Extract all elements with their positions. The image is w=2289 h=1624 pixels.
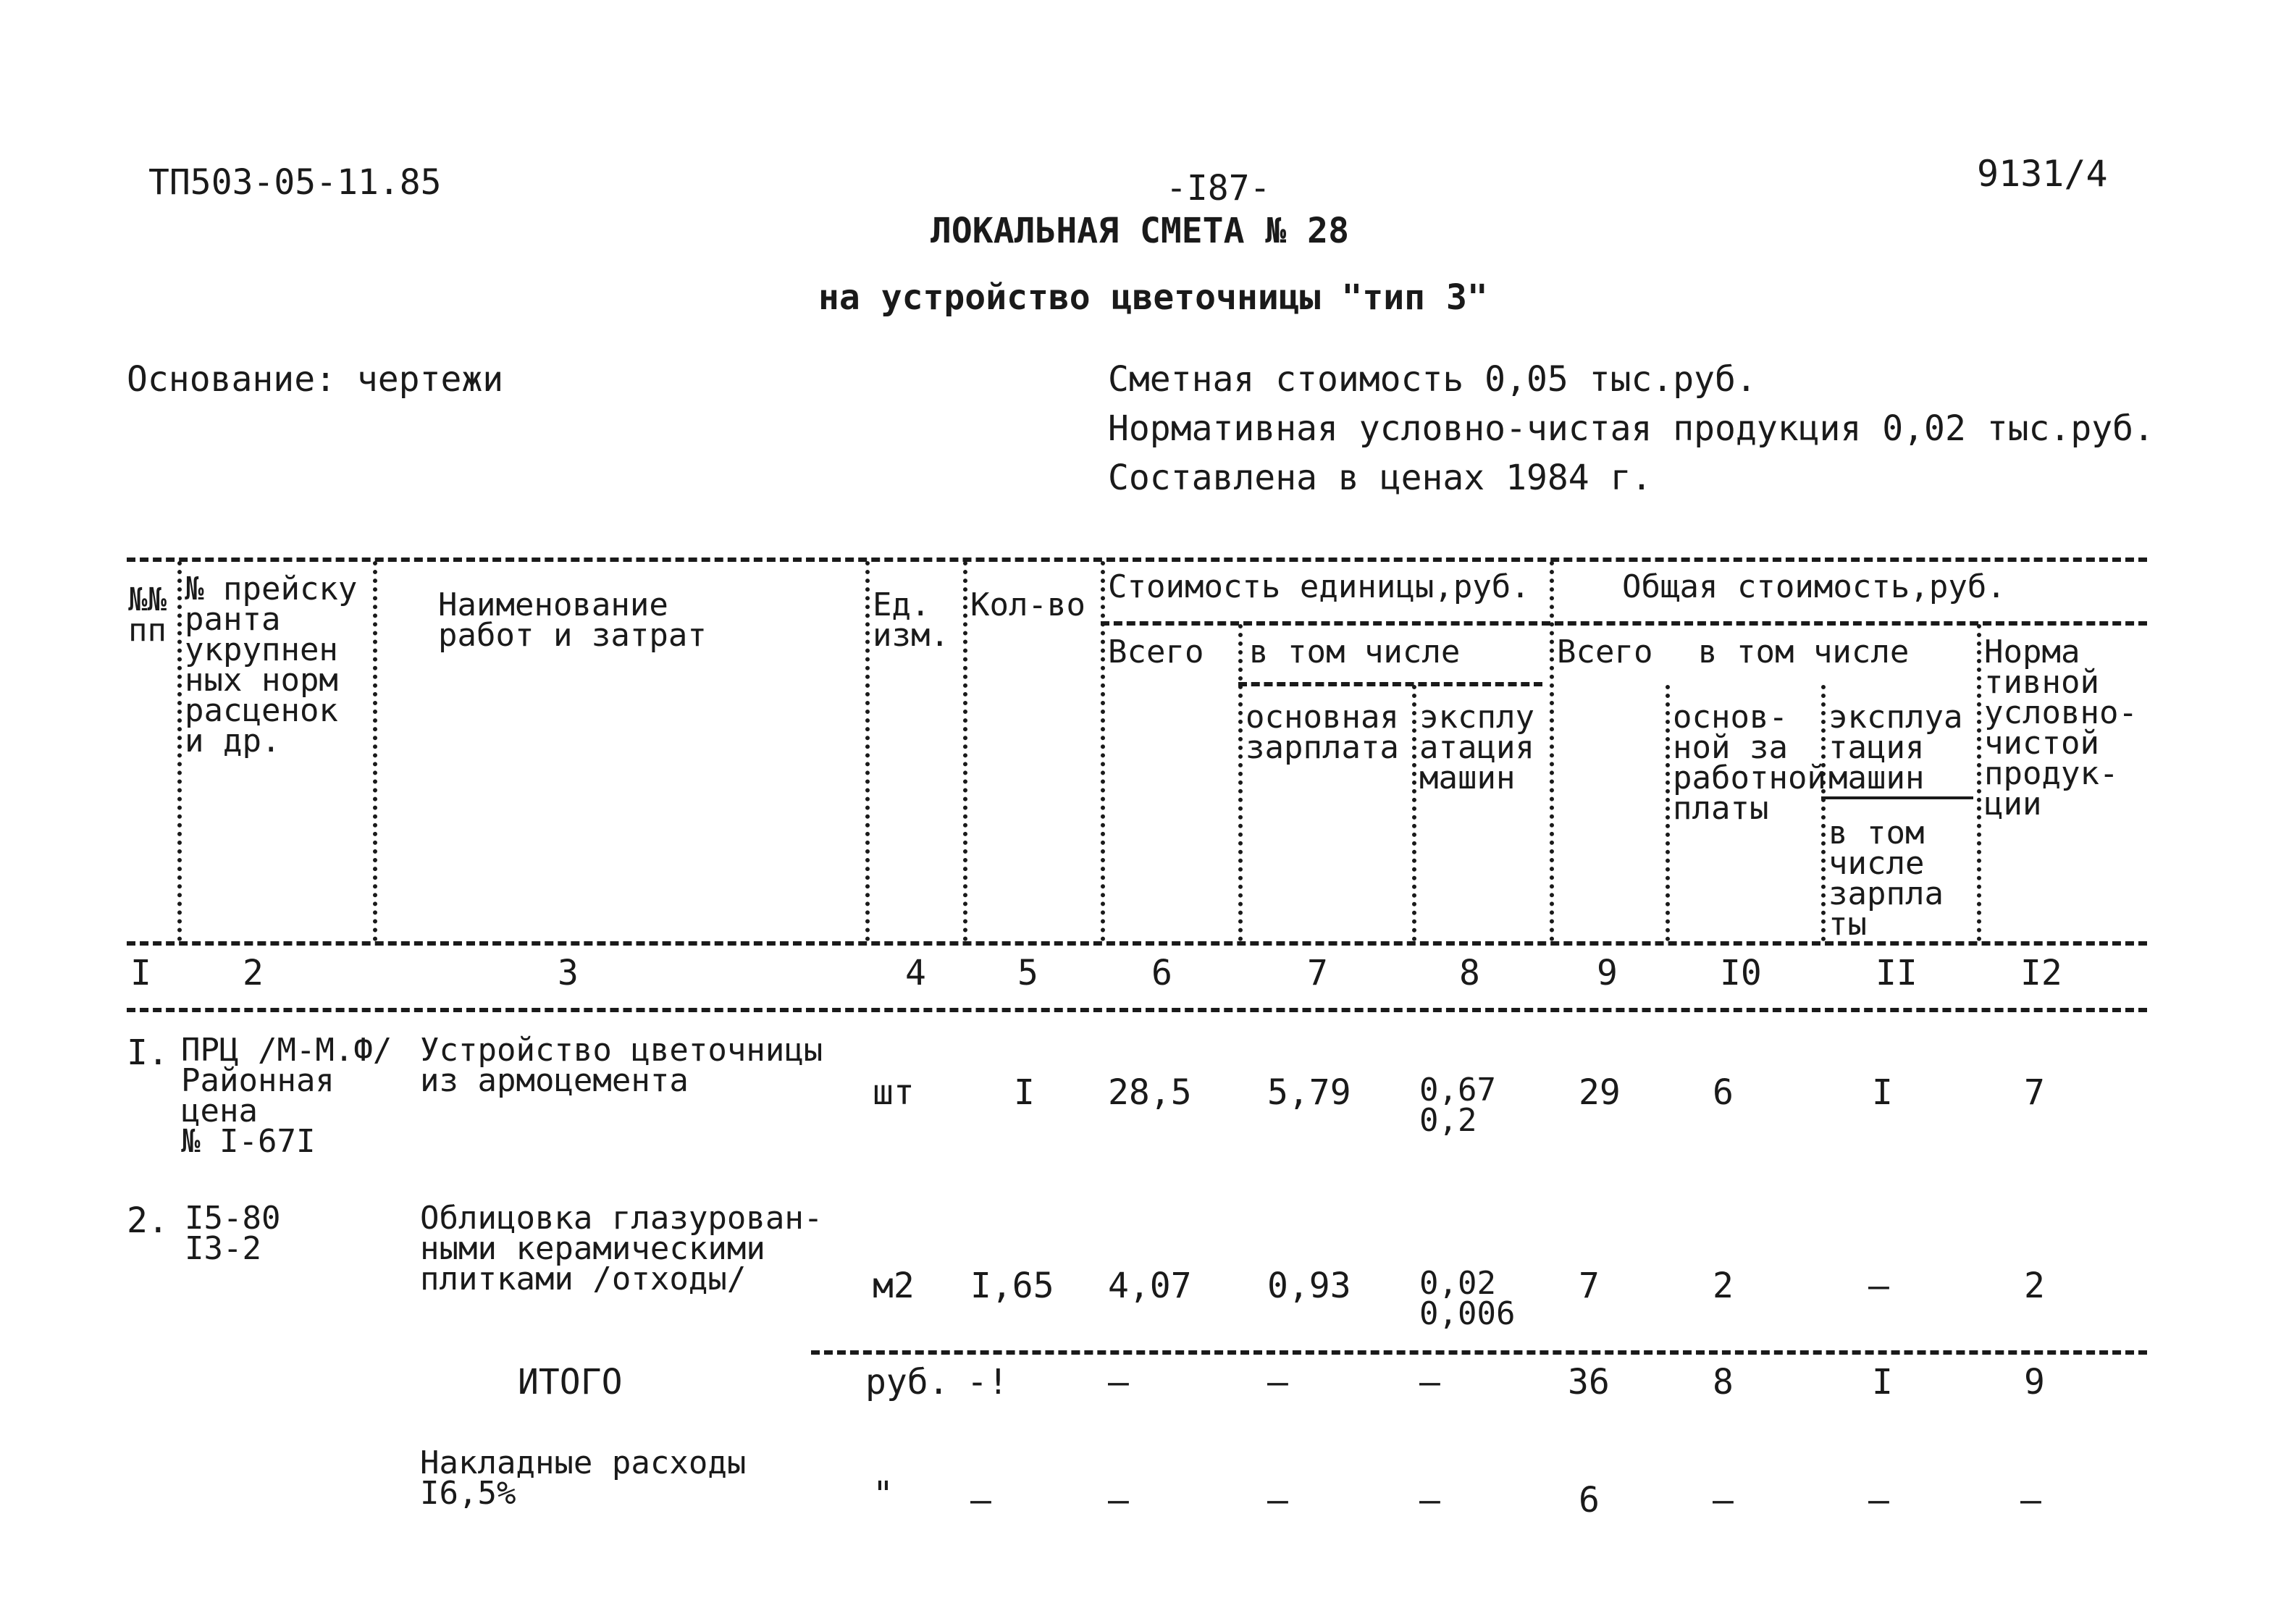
row-2-overall-total: 7	[1579, 1266, 1600, 1306]
overhead-unit-total: –	[1108, 1480, 1129, 1520]
col-number-1: I	[130, 953, 151, 993]
overhead-net-output: –	[2020, 1480, 2041, 1520]
row-1-unit: шт	[873, 1072, 915, 1113]
col-header-quantity: Кол-во	[970, 586, 1085, 623]
row-2-machine-operation: 0,02 0,006	[1419, 1265, 1516, 1332]
normative-net-output: Нормативная условно-чистая продукция 0,02 тыс.руб.	[1108, 408, 2154, 449]
col-header-unit: Ед. изм.	[873, 586, 949, 654]
row-2-price-ref: I5-80 I3-2	[185, 1200, 281, 1267]
total-machine-operation: –	[1419, 1362, 1440, 1402]
document-title: ЛОКАЛЬНАЯ СМЕТА № 28	[931, 211, 1349, 251]
overhead-base-wage-total: –	[1713, 1480, 1734, 1520]
total-unit-total: –	[1108, 1362, 1129, 1402]
total-unit: руб.	[865, 1362, 949, 1402]
row-2-base-wage: 0,93	[1267, 1266, 1351, 1306]
row-2-unit-total: 4,07	[1108, 1266, 1192, 1306]
col-number-8: 8	[1459, 953, 1480, 993]
total-base-wage: –	[1267, 1362, 1288, 1402]
col-number-2: 2	[243, 953, 264, 993]
col-header-machine-operation: эксплу атация машин	[1419, 699, 1534, 796]
page-number: -I87-	[1166, 168, 1271, 209]
col-header-machine-wage: в том числе зарпла ты	[1828, 815, 1944, 943]
document-subtitle: на устройство цветочницы "тип 3"	[818, 277, 1488, 318]
row-1-base-wage: 5,79	[1267, 1072, 1351, 1113]
row-1-base-wage-total: 6	[1713, 1072, 1734, 1113]
total-overall: 36	[1568, 1362, 1610, 1402]
row-1-work-name: Устройство цветочницы из армоцемента	[420, 1032, 823, 1099]
col-number-12: I2	[2020, 953, 2062, 993]
row-1-qty: I	[1014, 1072, 1035, 1113]
col-header-overall-total: Всего	[1557, 634, 1653, 670]
row-1-overall-total: 29	[1579, 1072, 1621, 1113]
sheet-reference: 9131/4	[1977, 153, 2108, 195]
overhead-machine-total: –	[1868, 1480, 1889, 1520]
col-header-net-output-norm: Норма тивной условно- чистой продук- ции	[1984, 634, 2138, 822]
total-qty: -!	[967, 1362, 1009, 1402]
col-number-4: 4	[905, 953, 926, 993]
col-header-unit-cost: Стоимость единицы,руб.	[1108, 568, 1530, 605]
col-number-3: 3	[558, 953, 579, 993]
col-header-price-list-ref: № прейску ранта укрупнен ных норм расценок и др.	[185, 571, 358, 760]
row-2-machine-total: –	[1868, 1266, 1889, 1306]
col-header-total-cost: Общая стоимость,руб.	[1622, 568, 2006, 605]
overhead-machine-operation: –	[1419, 1480, 1440, 1520]
row-2-work-name: Облицовка глазурован- ными керамическими плитками /отходы/	[420, 1200, 823, 1297]
document-code: ТП503-05-11.85	[148, 162, 442, 203]
row-1-unit-total: 28,5	[1108, 1072, 1192, 1113]
estimated-cost: Сметная стоимость 0,05 тыс.руб.	[1108, 359, 1757, 400]
col-header-overall-including: в том числе	[1698, 634, 1910, 670]
col-header-base-wage-total: основ- ной за работной платы	[1673, 699, 1826, 827]
total-net-output: 9	[2024, 1362, 2045, 1402]
col-number-7: 7	[1307, 953, 1328, 993]
col-header-unit-total: Всего	[1108, 634, 1204, 670]
row-2-base-wage-total: 2	[1713, 1266, 1734, 1306]
col-header-unit-including: в том числе	[1249, 634, 1461, 670]
total-machine-total: I	[1872, 1362, 1893, 1402]
price-basis-year: Составлена в ценах 1984 г.	[1108, 458, 1652, 498]
col-header-machine-operation-total: эксплуа тация машин	[1828, 699, 1963, 796]
row-1-net-output: 7	[2024, 1072, 2045, 1113]
basis-label: Основание: чертежи	[127, 359, 504, 400]
overhead-unit: "	[873, 1474, 894, 1515]
row-2-number: 2.	[127, 1200, 169, 1241]
overhead-base-wage: –	[1267, 1480, 1288, 1520]
col-number-10: I0	[1720, 953, 1762, 993]
overhead-label: Накладные расходы I6,5%	[420, 1444, 747, 1512]
row-2-qty: I,65	[970, 1266, 1054, 1306]
overhead-qty: –	[970, 1480, 991, 1520]
col-header-item-no: №№ пп	[128, 581, 167, 649]
overhead-overall: 6	[1579, 1480, 1600, 1520]
col-number-6: 6	[1151, 953, 1172, 993]
total-label: ИТОГО	[518, 1362, 623, 1402]
row-1-number: I.	[127, 1032, 169, 1073]
col-header-work-name: Наименование работ и затрат	[438, 586, 707, 654]
col-number-5: 5	[1017, 953, 1038, 993]
row-1-machine-total: I	[1872, 1072, 1893, 1113]
row-1-price-ref: ПРЦ /М-М.Ф/ Районная цена № I-67I	[181, 1032, 392, 1160]
col-number-11: II	[1876, 953, 1918, 993]
row-1-machine-operation: 0,67 0,2	[1419, 1072, 1496, 1139]
total-base-wage-total: 8	[1713, 1362, 1734, 1402]
row-2-net-output: 2	[2024, 1266, 2045, 1306]
col-number-9: 9	[1597, 953, 1618, 993]
col-header-base-wage: основная зарплата	[1246, 699, 1399, 766]
row-2-unit: м2	[873, 1266, 915, 1306]
